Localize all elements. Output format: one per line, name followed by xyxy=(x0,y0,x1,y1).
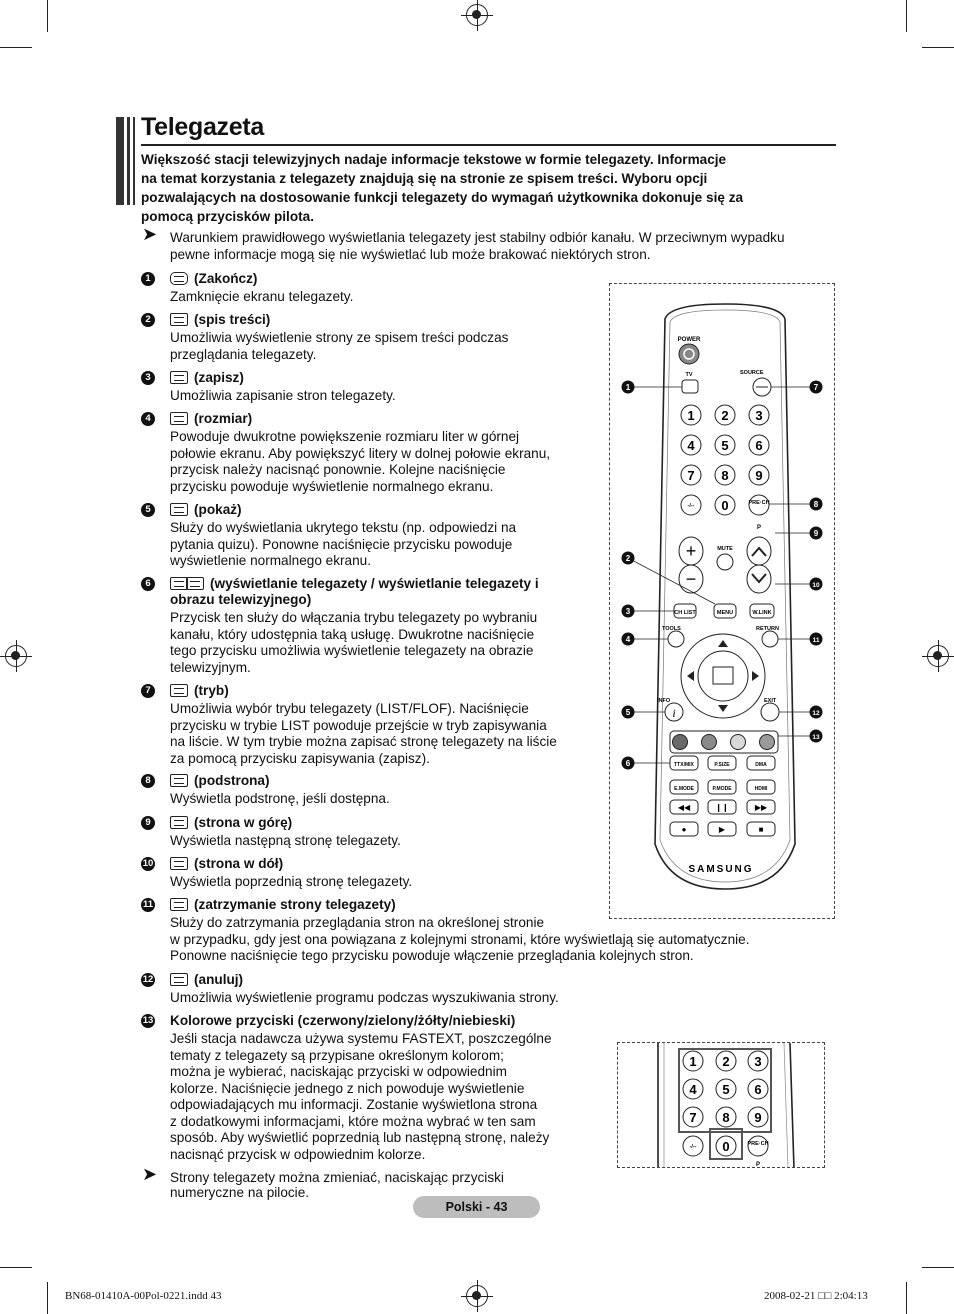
media-control-icon: ■ xyxy=(758,825,764,834)
note-numeric-buttons: ➤ Strony telegazety można zmieniać, naciskając przyciski numeryczne na pilocie. xyxy=(142,1164,504,1200)
callout-number: 12 xyxy=(812,710,820,717)
svg-text:SAMSUNG: SAMSUNG xyxy=(688,864,754,875)
store-icon xyxy=(170,371,188,384)
callout-number: 6 xyxy=(625,759,631,768)
media-control-icon: ▶▶ xyxy=(754,803,768,812)
digit-label: 1 xyxy=(689,1054,697,1069)
registration-mark-icon xyxy=(927,645,949,667)
note-reception: ➤ Warunkiem prawidłowego wyświetlania telegazety jest stabilny odbiór kanału. W przeciwnym wypadku pewne informacje mogą się nie wyświetlać lub może brakować niektórych stron. xyxy=(142,224,785,262)
callout-number: 13 xyxy=(812,734,820,741)
digit-label: 1 xyxy=(687,408,695,423)
digit-label: 4 xyxy=(689,1082,697,1097)
remote-button-label: P.SIZE xyxy=(714,762,730,768)
callout-number: 3 xyxy=(625,607,631,616)
svg-text:MENU: MENU xyxy=(716,610,734,616)
keypad-detail-illustration xyxy=(618,1043,825,1168)
svg-text:SOURCE: SOURCE xyxy=(740,370,764,376)
svg-text:+: + xyxy=(685,541,697,561)
crop-mark xyxy=(906,1282,907,1314)
crop-mark xyxy=(0,1267,32,1268)
cancel-icon xyxy=(170,973,188,986)
svg-text:0: 0 xyxy=(721,498,729,513)
teletext-mix-icon xyxy=(186,577,204,590)
remote-button-label: E.MODE xyxy=(674,786,694,792)
svg-text:P: P xyxy=(756,525,762,531)
remote-button-label: DMA xyxy=(755,762,767,768)
mode-icon xyxy=(170,684,188,697)
page-title: Telegazeta xyxy=(141,113,264,141)
svg-text:POWER: POWER xyxy=(677,337,701,343)
print-slug-left: BN68-01410A-00Pol-0221.indd 43 xyxy=(65,1290,222,1302)
svg-text:MUTE: MUTE xyxy=(717,546,733,552)
digit-label: 4 xyxy=(687,438,695,453)
digit-label: 9 xyxy=(754,1110,762,1125)
remote-control-illustration xyxy=(610,284,836,920)
intro-paragraph: Większość stacji telewizyjnych nadaje informacje tekstowe w formie telegazety. Informacje na temat korzystania z telegazety znajdują się na stronie ze spisem treści. Wyboru opcji pozwalających na dostosowanie funkcji telegazety do wymagań użytkownika dokonuje się za pomocą przycisków pilota. xyxy=(141,152,744,224)
registration-mark-icon xyxy=(5,645,27,667)
page-down-icon xyxy=(170,857,188,870)
registration-mark-icon xyxy=(466,1285,488,1307)
crop-mark xyxy=(47,1282,48,1314)
digit-label: 2 xyxy=(722,1054,730,1069)
svg-text:0: 0 xyxy=(722,1139,730,1154)
callout-number: 8 xyxy=(813,500,819,509)
svg-text:W.LINK: W.LINK xyxy=(752,610,772,616)
svg-text:EXIT: EXIT xyxy=(764,698,777,704)
svg-text:-/--: -/-- xyxy=(689,1144,697,1150)
title-rule xyxy=(141,144,836,146)
number-keypad xyxy=(681,405,769,485)
svg-text:i: i xyxy=(672,706,676,720)
callout-number: 9 xyxy=(813,529,819,538)
note-arrow-icon: ➤ xyxy=(142,1164,158,1184)
digit-label: 7 xyxy=(687,468,695,483)
note-arrow-icon: ➤ xyxy=(142,224,158,244)
digit-label: 2 xyxy=(721,408,729,423)
svg-text:INFO: INFO xyxy=(657,698,671,704)
digit-label: 6 xyxy=(754,1082,762,1097)
crop-mark xyxy=(906,0,907,32)
digit-label: 3 xyxy=(755,408,763,423)
callout-number: 11 xyxy=(812,637,820,644)
svg-text:TOOLS: TOOLS xyxy=(662,626,681,632)
digit-label: 5 xyxy=(722,1082,730,1097)
svg-text:PRE·CH: PRE·CH xyxy=(748,500,770,506)
print-slug-right: 2008-02-21 □□ 2:04:13 xyxy=(764,1290,868,1302)
crop-mark xyxy=(922,47,954,48)
hold-icon xyxy=(170,898,188,911)
digit-label: 7 xyxy=(689,1110,697,1125)
media-control-icon: ◀◀ xyxy=(677,803,691,812)
digit-label: 8 xyxy=(722,1110,730,1125)
callout-number: 10 xyxy=(812,582,820,589)
digit-label: 3 xyxy=(754,1054,762,1069)
registration-mark-icon xyxy=(466,4,488,26)
remote-button-label: HDMI xyxy=(754,786,768,792)
exit-teletext-icon xyxy=(170,272,188,285)
digit-label: 9 xyxy=(755,468,763,483)
page-number-badge: Polski - 43 xyxy=(413,1196,540,1218)
svg-text:-/--: -/-- xyxy=(687,503,695,509)
callout-number: 4 xyxy=(625,635,631,644)
sub-page-icon xyxy=(170,774,188,787)
crop-mark xyxy=(47,0,48,32)
svg-text:P: P xyxy=(755,1162,761,1168)
size-icon xyxy=(170,412,188,425)
callout-number: 7 xyxy=(813,383,819,392)
remote-button-label: P.MODE xyxy=(712,786,732,792)
media-control-icon: ❙❙ xyxy=(715,803,729,812)
crop-mark xyxy=(922,1267,954,1268)
remote-illustration-frame xyxy=(609,283,835,919)
digit-label: 5 xyxy=(721,438,729,453)
svg-text:−: − xyxy=(685,569,697,589)
callout-number: 2 xyxy=(625,554,631,563)
reveal-icon xyxy=(170,503,188,516)
media-control-icon: ● xyxy=(681,825,687,834)
svg-text:CH LIST: CH LIST xyxy=(674,610,696,616)
callout-number: 1 xyxy=(625,383,631,392)
remote-button-label: TTX/MIX xyxy=(674,762,694,768)
svg-text:RETURN: RETURN xyxy=(756,626,779,632)
page-up-icon xyxy=(170,816,188,829)
crop-mark xyxy=(0,47,32,48)
svg-text:TV: TV xyxy=(685,372,693,378)
digit-label: 8 xyxy=(721,468,729,483)
callout-number: 5 xyxy=(625,708,631,717)
svg-text:PRE·CH: PRE·CH xyxy=(747,1141,769,1147)
media-control-icon: ▶ xyxy=(718,825,726,834)
keypad-detail-frame xyxy=(617,1042,825,1168)
index-icon xyxy=(170,313,188,326)
digit-label: 6 xyxy=(755,438,763,453)
